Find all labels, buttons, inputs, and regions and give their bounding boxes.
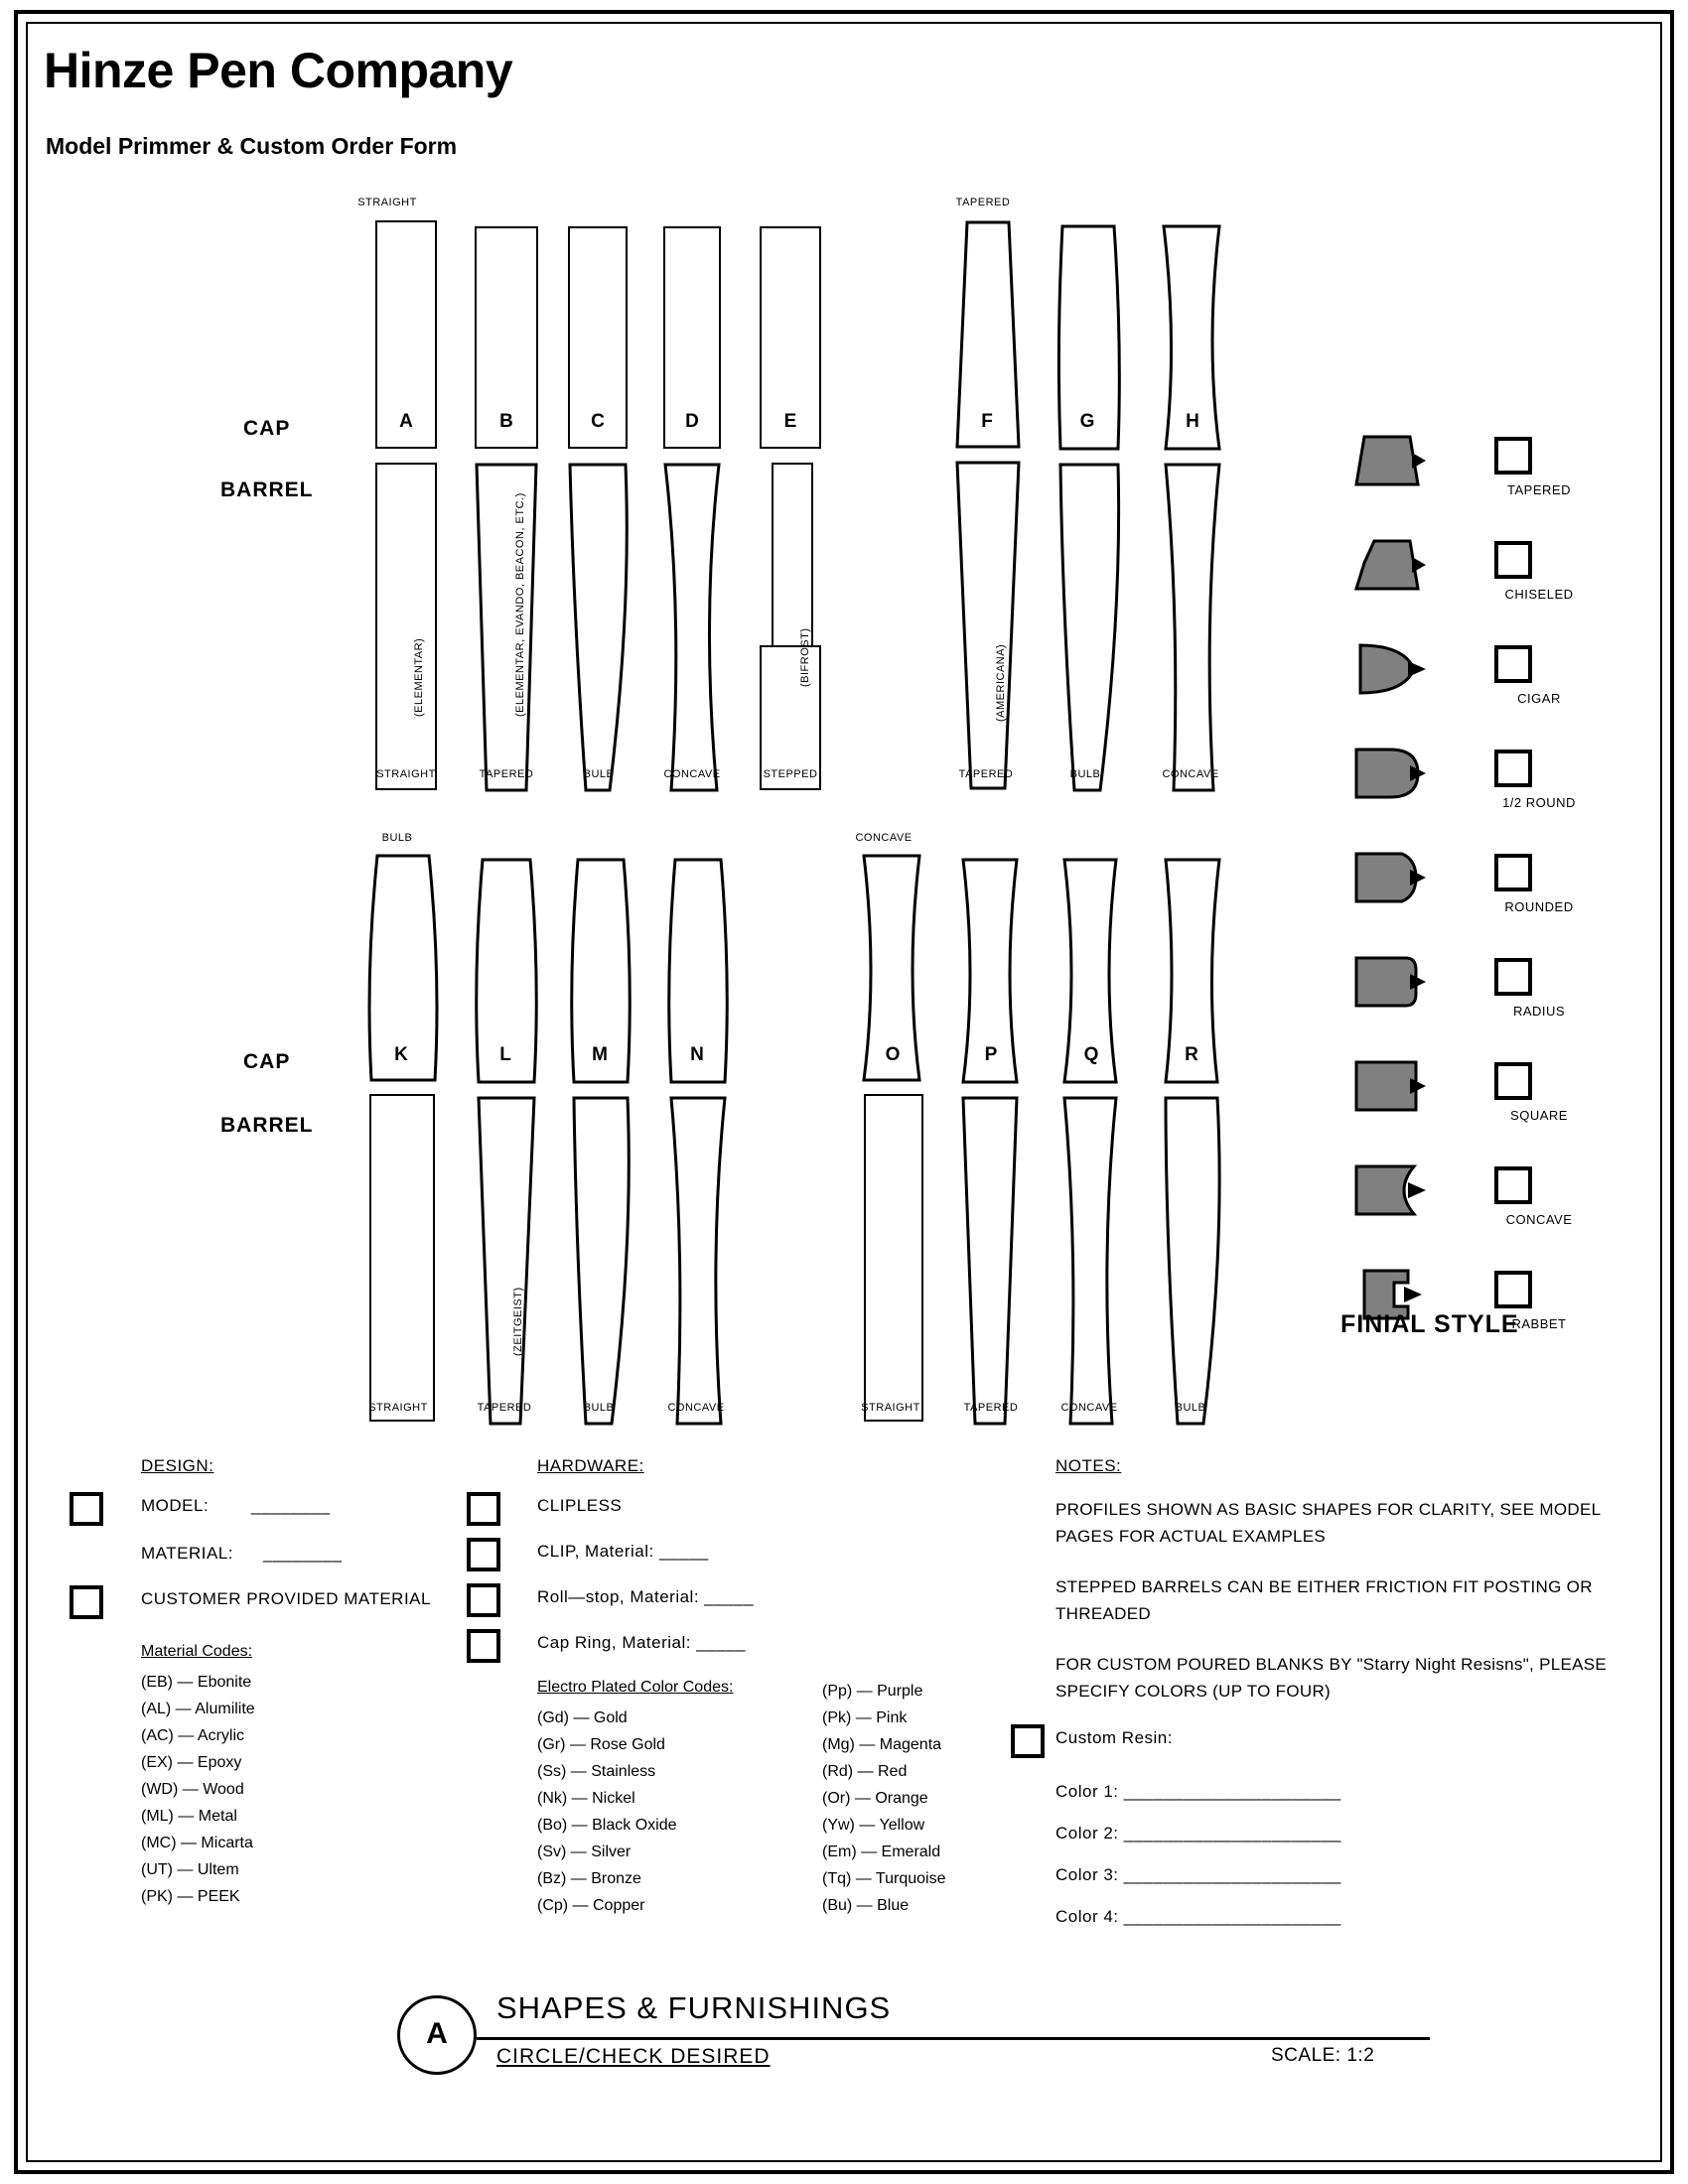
pen-r-bottom-label: BULB (1175, 1402, 1206, 1414)
finial-rounded-checkbox[interactable] (1494, 854, 1532, 891)
finial-radius-checkbox[interactable] (1494, 958, 1532, 996)
customer-provided-material-label: CUSTOMER PROVIDED MATERIAL (141, 1589, 431, 1608)
pen-g-barrel (1053, 463, 1124, 792)
pen-d-bottom-label: CONCAVE (663, 768, 721, 780)
color-code: (Nk) — Nickel (537, 1790, 635, 1807)
finial-option-radius[interactable] (1336, 948, 1663, 1052)
plated-color-codes-left (537, 1705, 676, 1919)
color-code: (Bo) — Black Oxide (537, 1817, 677, 1834)
pen-l-letter: L (499, 1044, 511, 1065)
pen-n-bottom-label: CONCAVE (667, 1402, 725, 1414)
hardware-rollstop-checkbox[interactable] (467, 1583, 500, 1617)
pen-a-inner-label: (ELEMENTAR) (413, 637, 425, 717)
pen-l-bottom-label: TAPERED (477, 1402, 532, 1414)
hardware-clip-label: CLIP, Material: _____ (537, 1542, 709, 1561)
finial-tapered-icon (1350, 433, 1428, 488)
color-code: (Gd) — Gold (537, 1709, 628, 1726)
color-code: (Bz) — Bronze (537, 1870, 641, 1887)
finial-cigar-icon (1350, 641, 1428, 697)
finial-half-round-icon (1350, 746, 1428, 801)
pen-o-letter: O (885, 1044, 901, 1065)
hardware-clip-checkbox[interactable] (467, 1538, 500, 1571)
row2-top-label-concave: CONCAVE (855, 832, 913, 844)
pen-e-bottom-label: STEPPED (763, 768, 818, 780)
pen-l-barrel (471, 1096, 542, 1426)
design-model-value[interactable]: ________ (251, 1496, 331, 1515)
material-code: (UT) — Ultem (141, 1861, 239, 1878)
notes-paragraph-1: PROFILES SHOWN AS BASIC SHAPES FOR CLARITY, SEE MODEL PAGES FOR ACTUAL EXAMPLES (1055, 1500, 1601, 1546)
material-code: (AC) — Acrylic (141, 1727, 244, 1744)
plated-color-codes-heading: Electro Plated Color Codes: (537, 1679, 734, 1696)
pen-b-inner-label: (ELEMENTAR, EVANDO, BEACON, ETC.) (514, 492, 526, 717)
pen-a-letter: A (399, 411, 413, 432)
row1-top-label-straight: STRAIGHT (357, 197, 417, 208)
footer-scale: SCALE: 1:2 (1271, 2045, 1375, 2066)
color-code: (Pp) — Purple (822, 1683, 923, 1700)
sheet-identifier (397, 1995, 477, 2075)
material-code: (PK) — PEEK (141, 1888, 240, 1905)
page-title: Hinze Pen Company (44, 43, 513, 98)
finial-square-label: SQUARE (1510, 1108, 1568, 1123)
notes-paragraph-3: FOR CUSTOM POURED BLANKS BY "Starry Night Resisns", PLEASE SPECIFY COLORS (UP TO FOUR) (1055, 1655, 1608, 1701)
design-material-label: MATERIAL: (141, 1544, 233, 1563)
finial-concave-icon (1350, 1162, 1428, 1218)
row2-top-label-bulb: BULB (381, 832, 413, 844)
row2-barrel-label: BARREL (220, 1114, 314, 1137)
footer-divider (477, 2037, 1430, 2040)
color-code: (Or) — Orange (822, 1790, 928, 1807)
hardware-capring-label: Cap Ring, Material: _____ (537, 1633, 747, 1652)
pen-o-barrel (864, 1094, 923, 1422)
material-code: (ML) — Metal (141, 1808, 237, 1825)
finial-rabbet-checkbox[interactable] (1494, 1271, 1532, 1308)
notes-heading: NOTES: (1055, 1456, 1122, 1475)
finial-chiseled-checkbox[interactable] (1494, 541, 1532, 579)
pen-e-letter: E (783, 411, 797, 432)
design-model-checkbox[interactable] (70, 1492, 103, 1526)
hardware-clipless-label: CLIPLESS (537, 1496, 623, 1515)
hardware-heading: HARDWARE: (537, 1456, 644, 1475)
material-codes-list (141, 1669, 255, 1910)
custom-resin-color-3[interactable]: Color 3: ______________________ (1055, 1865, 1341, 1884)
finial-style-list (1336, 427, 1663, 1365)
color-code: (Bu) — Blue (822, 1897, 910, 1914)
footer-title: SHAPES & FURNISHINGS (496, 1990, 892, 2025)
custom-resin-color-1[interactable]: Color 1: ______________________ (1055, 1782, 1341, 1801)
material-code: (EX) — Epoxy (141, 1754, 242, 1771)
footer-instruction: CIRCLE/CHECK DESIRED (496, 2045, 771, 2068)
pen-m-bottom-label: BULB (583, 1402, 615, 1414)
finial-cigar-checkbox[interactable] (1494, 645, 1532, 683)
finial-rounded-label: ROUNDED (1504, 899, 1574, 914)
custom-resin-color-2[interactable]: Color 2: ______________________ (1055, 1824, 1341, 1843)
pen-e-inner-label: (BIFROST) (799, 627, 811, 687)
pen-k-barrel (369, 1094, 435, 1422)
finial-half-round-checkbox[interactable] (1494, 750, 1532, 787)
pen-r-barrel (1158, 1096, 1229, 1426)
finial-cigar-label: CIGAR (1517, 691, 1561, 706)
pen-r-letter: R (1185, 1044, 1198, 1065)
pen-b-bottom-label: TAPERED (479, 768, 534, 780)
pen-g-bottom-label: BULB (1069, 768, 1101, 780)
pen-p-barrel (957, 1096, 1029, 1426)
page-subtitle: Model Primmer & Custom Order Form (46, 133, 458, 159)
material-code: (MC) — Micarta (141, 1835, 253, 1851)
pen-q-barrel (1056, 1096, 1128, 1426)
color-code: (Sv) — Silver (537, 1843, 632, 1860)
color-code: (Tq) — Turquoise (822, 1870, 946, 1887)
pen-c-letter: C (591, 411, 605, 432)
finial-concave-label: CONCAVE (1505, 1212, 1573, 1227)
pen-h-bottom-label: CONCAVE (1162, 768, 1219, 780)
hardware-rollstop-label: Roll—stop, Material: _____ (537, 1587, 755, 1606)
finial-option-cigar[interactable] (1336, 635, 1663, 740)
color-code: (Pk) — Pink (822, 1709, 908, 1726)
pen-b-letter: B (499, 411, 513, 432)
pen-a-barrel (375, 463, 437, 790)
material-code: (AL) — Alumilite (141, 1701, 255, 1717)
pen-q-bottom-label: CONCAVE (1060, 1402, 1118, 1414)
pen-a-bottom-label: STRAIGHT (376, 768, 436, 780)
material-codes-heading: Material Codes: (141, 1643, 253, 1660)
plated-color-codes-right (822, 1678, 945, 1919)
finial-square-icon (1350, 1058, 1428, 1114)
pen-o-bottom-label: STRAIGHT (861, 1402, 920, 1414)
finial-half-round-label: 1/2 ROUND (1502, 795, 1576, 810)
pen-d-barrel (661, 463, 723, 792)
pen-b-barrel (475, 463, 540, 792)
color-code: (Gr) — Rose Gold (537, 1736, 665, 1753)
design-material-value[interactable]: ________ (263, 1544, 343, 1563)
pen-q-letter: Q (1083, 1044, 1099, 1065)
design-heading: DESIGN: (141, 1456, 214, 1475)
pen-d-letter: D (685, 411, 699, 432)
custom-resin-label: Custom Resin: (1055, 1728, 1173, 1747)
pen-m-barrel (566, 1096, 635, 1426)
finial-chiseled-label: CHISELED (1504, 587, 1574, 602)
finial-rabbet-label: RABBET (1511, 1316, 1567, 1331)
pen-f-barrel (951, 461, 1023, 790)
finial-square-checkbox[interactable] (1494, 1062, 1532, 1100)
pen-h-barrel (1158, 463, 1227, 792)
color-code: (Yw) — Yellow (822, 1817, 925, 1834)
row1-top-label-tapered: TAPERED (955, 197, 1011, 208)
pen-k-bottom-label: STRAIGHT (368, 1402, 428, 1414)
finial-option-half-round[interactable] (1336, 740, 1663, 844)
finial-rounded-icon (1350, 850, 1428, 905)
pen-f-inner-label: (AMERICANA) (995, 643, 1007, 722)
finial-option-tapered[interactable] (1336, 427, 1663, 531)
pen-p-letter: P (984, 1044, 998, 1065)
finial-style-title: FINIAL STYLE (1340, 1310, 1519, 1338)
color-code: (Ss) — Stainless (537, 1763, 656, 1780)
hardware-capring-checkbox[interactable] (467, 1629, 500, 1663)
pen-k-letter: K (394, 1044, 408, 1065)
custom-resin-checkbox[interactable] (1011, 1724, 1045, 1758)
color-code: (Mg) — Magenta (822, 1736, 942, 1753)
pen-n-letter: N (690, 1044, 704, 1065)
pen-c-barrel (566, 463, 630, 792)
color-code: (Em) — Emerald (822, 1843, 941, 1860)
pen-l-inner-label: (ZEITGEIST) (512, 1287, 524, 1356)
hardware-clipless-checkbox[interactable] (467, 1492, 500, 1526)
finial-tapered-label: TAPERED (1507, 482, 1571, 497)
pen-p-bottom-label: TAPERED (963, 1402, 1019, 1414)
design-model-label: MODEL: (141, 1496, 210, 1515)
finial-tapered-checkbox[interactable] (1494, 437, 1532, 475)
row1-barrel-label: BARREL (220, 478, 314, 501)
pen-c-bottom-label: BULB (583, 768, 615, 780)
custom-resin-color-4[interactable]: Color 4: ______________________ (1055, 1907, 1341, 1926)
material-code: (WD) — Wood (141, 1781, 244, 1798)
material-code: (EB) — Ebonite (141, 1674, 252, 1691)
finial-chiseled-icon (1350, 537, 1428, 593)
row2-cap-label: CAP (243, 1050, 291, 1073)
pen-f-bottom-label: TAPERED (958, 768, 1014, 780)
row1-cap-label: CAP (243, 417, 291, 440)
finial-option-square[interactable] (1336, 1052, 1663, 1157)
notes-paragraph-2: STEPPED BARRELS CAN BE EITHER FRICTION FIT POSTING OR THREADED (1055, 1577, 1593, 1623)
pen-h-letter: H (1186, 411, 1199, 432)
pen-f-letter: F (981, 411, 993, 432)
order-form-section (0, 1444, 1688, 2000)
color-code: (Rd) — Red (822, 1763, 908, 1780)
sheet-letter: A (426, 2017, 448, 2050)
pen-m-letter: M (592, 1044, 608, 1065)
finial-option-concave[interactable] (1336, 1157, 1663, 1261)
finial-concave-checkbox[interactable] (1494, 1166, 1532, 1204)
color-code: (Cp) — Copper (537, 1897, 645, 1914)
customer-provided-material-checkbox[interactable] (70, 1585, 103, 1619)
finial-option-rounded[interactable] (1336, 844, 1663, 948)
finial-radius-icon (1350, 954, 1428, 1010)
finial-option-chiseled[interactable] (1336, 531, 1663, 635)
pen-n-barrel (663, 1096, 733, 1426)
finial-radius-label: RADIUS (1512, 1004, 1566, 1019)
pen-g-letter: G (1079, 411, 1095, 432)
